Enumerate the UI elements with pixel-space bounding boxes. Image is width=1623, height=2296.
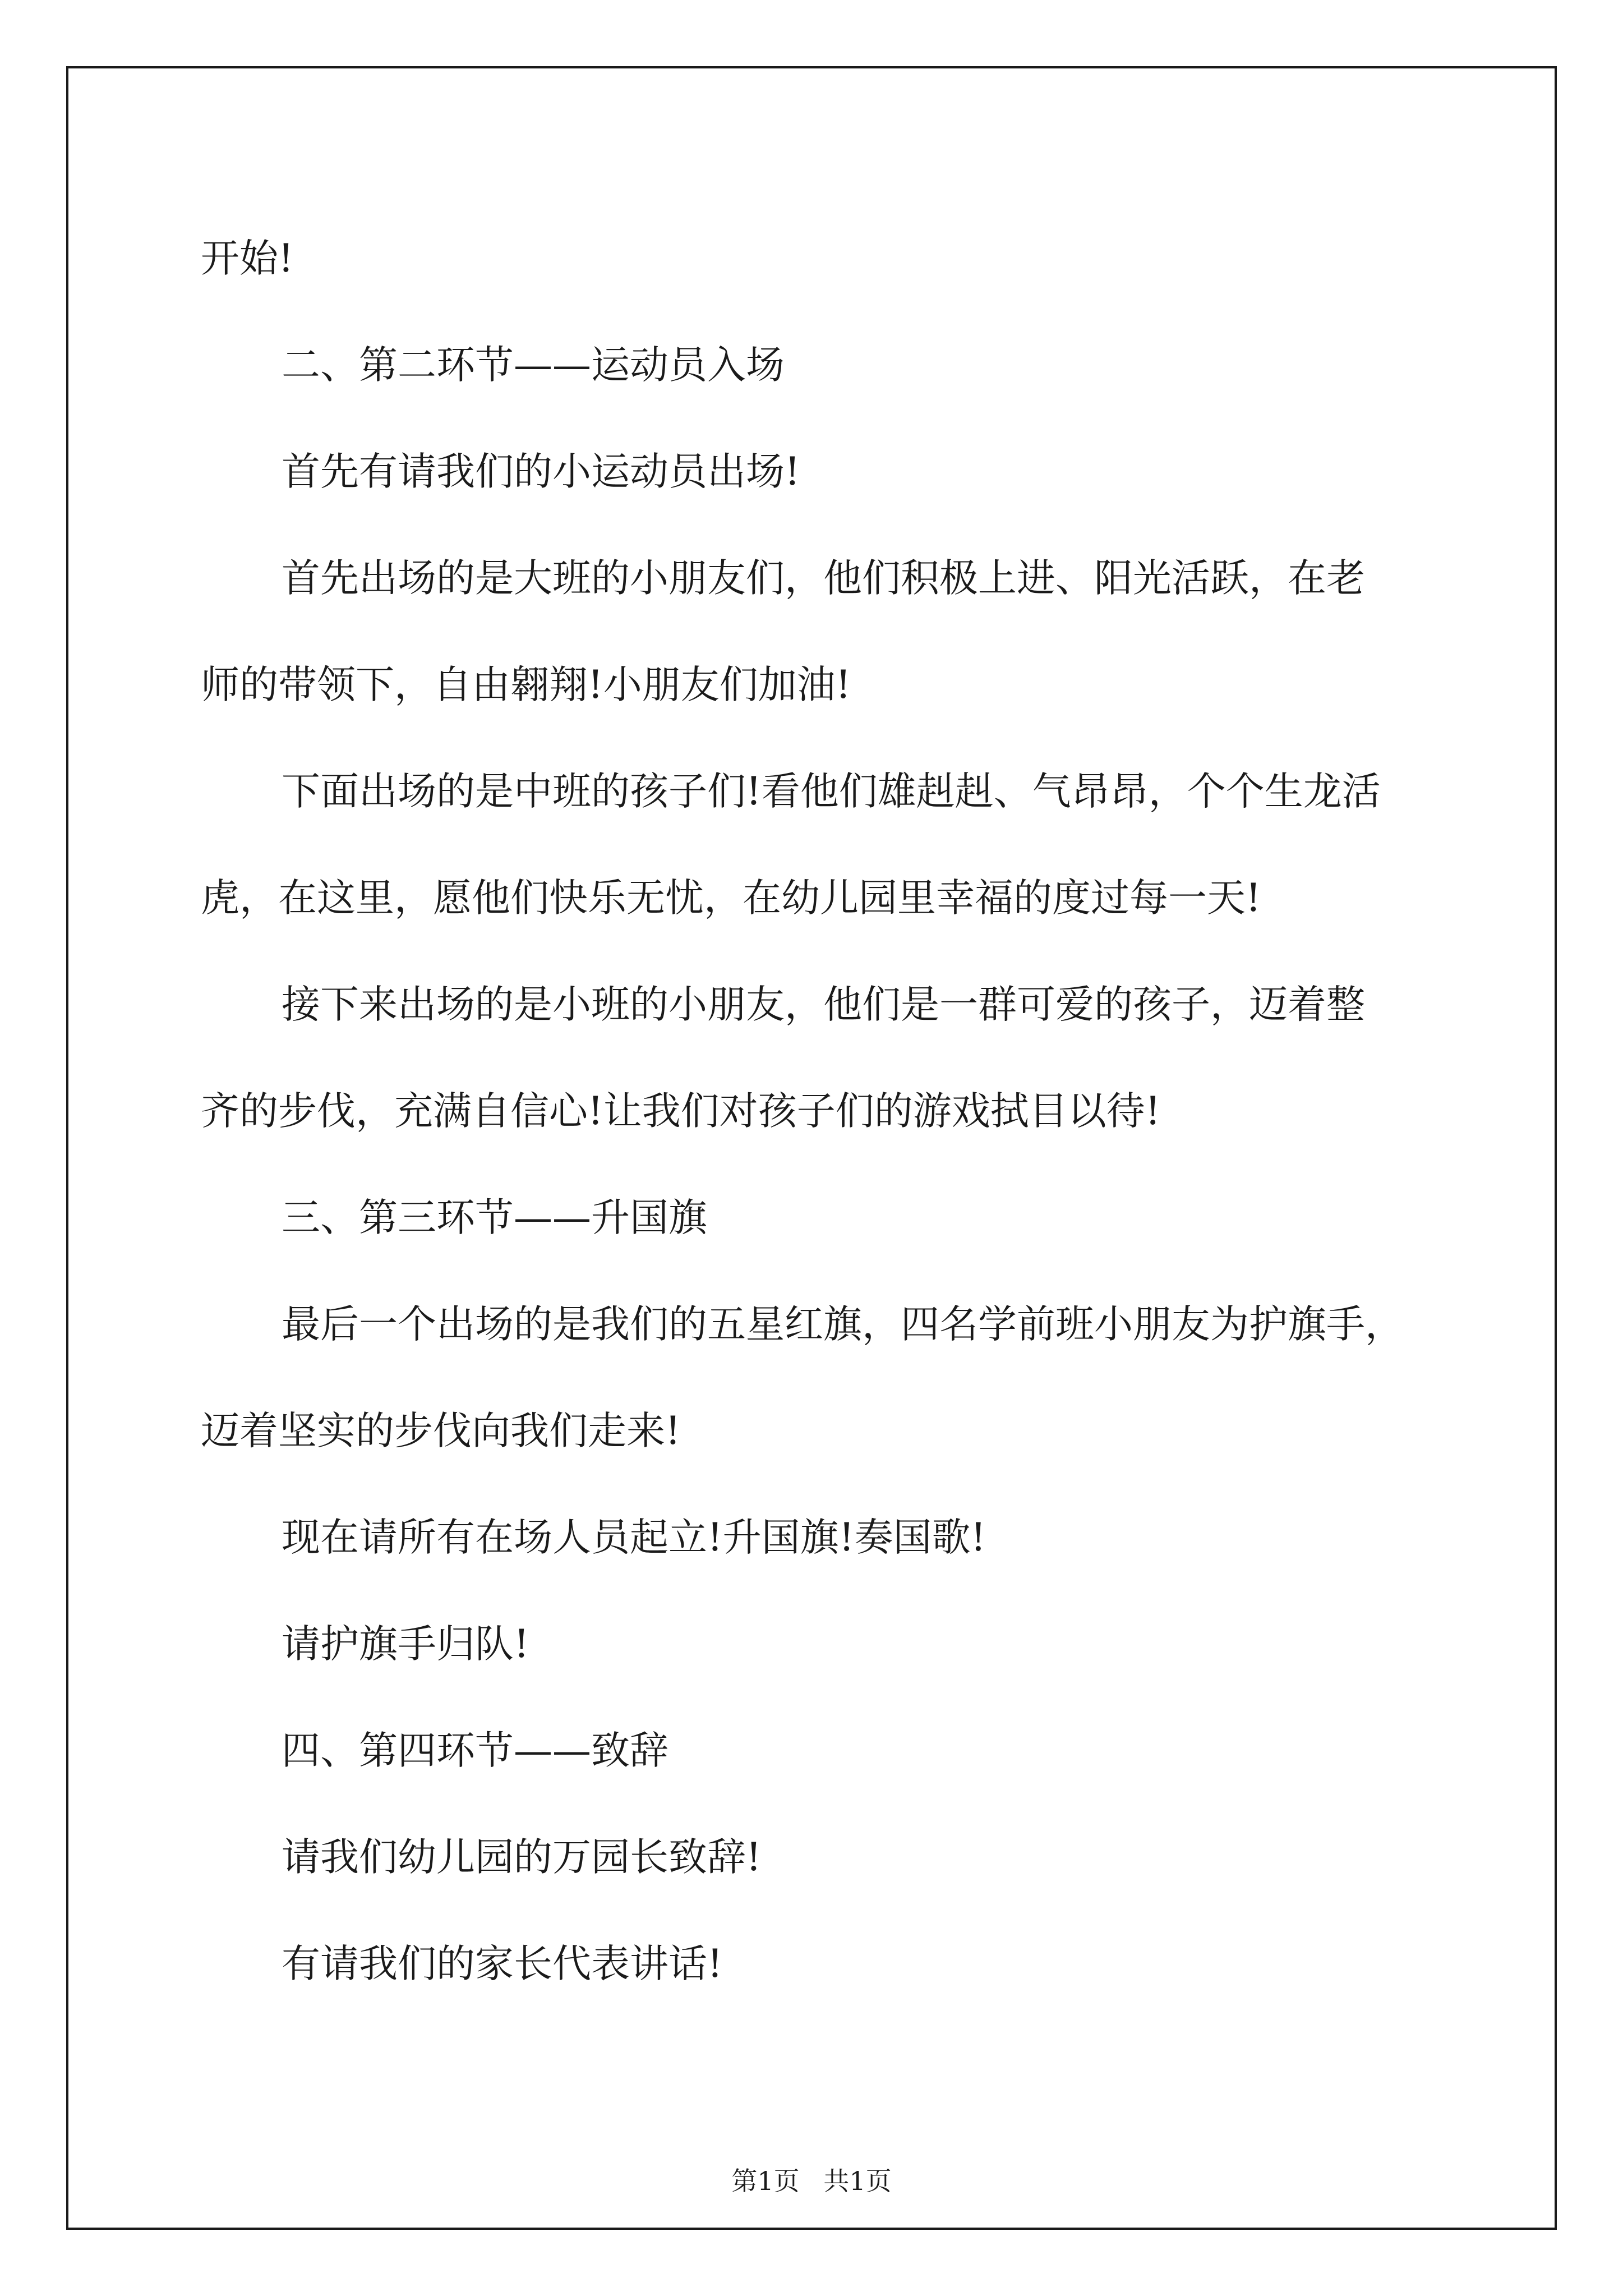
paragraph-line: 四、第四环节——致辞 [282, 1728, 668, 1773]
page-footer [0, 2164, 1623, 2198]
paragraph-line: 师的带领下，自由翱翔!小朋友们加油! [201, 662, 851, 707]
paragraph-line: 接下来出场的是小班的小朋友，他们是一群可爱的孩子，迈着整 [282, 982, 1365, 1027]
paragraph [201, 1697, 1459, 1804]
paragraph-line: 迈着坚实的步伐向我们走来! [201, 1409, 681, 1453]
paragraph [201, 205, 1459, 312]
paragraph-line: 下面出场的是中班的孩子们!看他们雄赳赳、气昂昂，个个生龙活 [282, 769, 1381, 814]
page-total: 共1页 [823, 2166, 892, 2196]
paragraph-line: 现在请所有在场人员起立!升国旗!奏国歌! [282, 1515, 986, 1560]
paragraph-line: 开始! [201, 236, 294, 281]
paragraph [201, 738, 1459, 951]
page-number: 第1页 [731, 2166, 800, 2196]
paragraph-line: 二、第二环节——运动员入场 [282, 343, 785, 388]
paragraph [201, 951, 1459, 1165]
paragraph [201, 1484, 1459, 1591]
paragraph-line: 首先有请我们的小运动员出场! [282, 449, 800, 494]
paragraph-line: 齐的步伐，充满自信心!让我们对孩子们的游戏拭目以待! [201, 1089, 1161, 1134]
paragraph [201, 1165, 1459, 1271]
document-body [201, 205, 1459, 2017]
paragraph [201, 312, 1459, 418]
paragraph [201, 1591, 1459, 1697]
paragraph-line: 请护旗手归队! [282, 1622, 529, 1667]
paragraph-line: 首先出场的是大班的小朋友们，他们积极上进、阳光活跃，在老 [282, 556, 1365, 601]
paragraph-line: 有请我们的家长代表讲话! [282, 1941, 723, 1986]
paragraph [201, 1911, 1459, 2017]
paragraph-line: 最后一个出场的是我们的五星红旗，四名学前班小朋友为护旗手， [282, 1302, 1404, 1347]
paragraph-line: 请我们幼儿园的万园长致辞! [282, 1835, 762, 1880]
paragraph [201, 1804, 1459, 1911]
paragraph [201, 1271, 1459, 1484]
paragraph [201, 525, 1459, 738]
paragraph-line: 三、第三环节——升国旗 [282, 1195, 707, 1240]
paragraph [201, 418, 1459, 525]
paragraph-line: 虎，在这里，愿他们快乐无忧，在幼儿园里幸福的度过每一天! [201, 876, 1261, 921]
